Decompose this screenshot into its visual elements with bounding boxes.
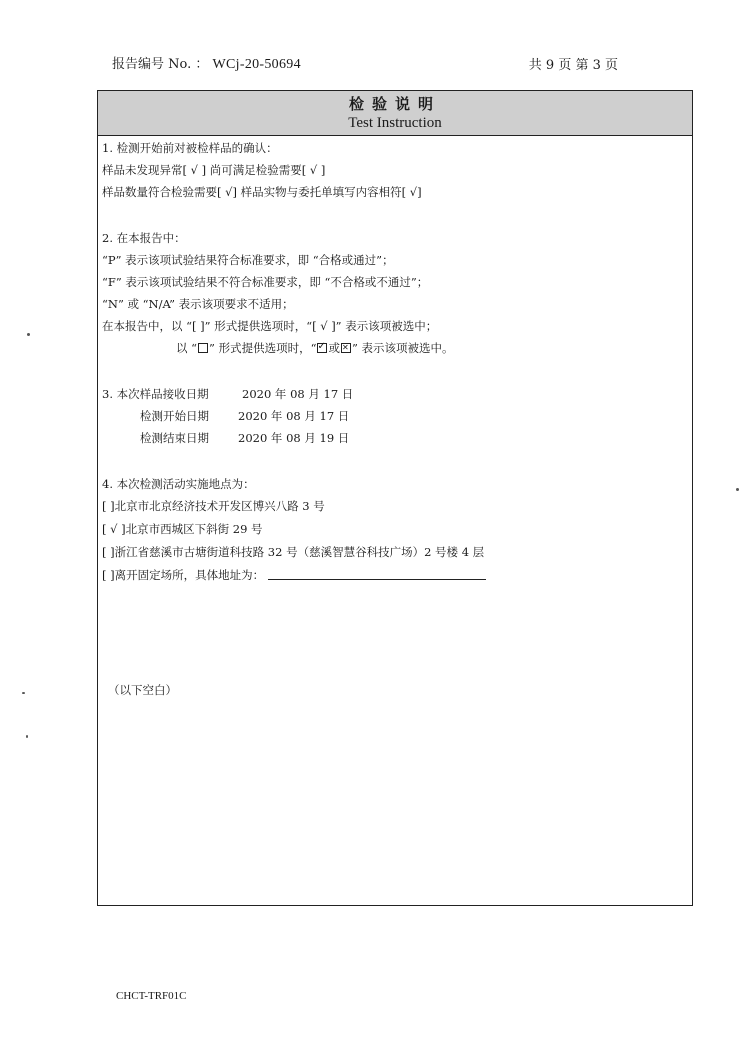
section4-heading: 4. 本次检测活动实施地点为：	[102, 477, 255, 491]
end-date-row	[140, 430, 349, 446]
section2-box-line	[176, 340, 454, 356]
end-date-value: 2020 年 08 月 19 日	[238, 431, 350, 445]
receive-date-value: 2020 年 08 月 17 日	[242, 387, 354, 401]
scan-speck	[26, 735, 28, 738]
location-option-4-label: [ ]离开固定场所，具体地址为：	[102, 568, 265, 582]
section2-f-line: “F” 表示该项试验结果不符合标准要求，即 “不合格或不通过”；	[102, 275, 429, 289]
section2-na-line: “N” 或 “N/A” 表示该项要求不适用；	[102, 297, 294, 311]
box-prefix: 以 “	[176, 341, 198, 355]
location-option-1: [ ]北京市北京经济技术开发区博兴八路 3 号	[102, 499, 325, 513]
scan-speck	[736, 488, 739, 491]
box-or: 或	[328, 341, 340, 355]
location-option-4	[102, 567, 486, 583]
start-date-label: 检测开始日期	[140, 409, 209, 423]
title-en: Test Instruction	[348, 115, 442, 131]
page-info: 共 9 页 第 3 页	[528, 57, 618, 73]
section2-bracket-line: 在本报告中，以 “[ ]” 形式提供选项时，“[ √ ]” 表示该项被选中；	[102, 319, 438, 333]
section1-line1: 样品未发现异常[ √ ] 尚可满足检验需要[ √ ]	[102, 163, 326, 177]
box-middle: ” 形式提供选项时，“	[209, 341, 317, 355]
end-date-label: 检测结束日期	[140, 431, 209, 445]
page-header	[112, 52, 618, 74]
receive-date-label: 3. 本次样品接收日期	[102, 387, 209, 401]
section1-line2: 样品数量符合检验需要[ √] 样品实物与委托单填写内容相符[ √]	[102, 185, 422, 199]
report-number-value: WCj-20-50694	[212, 57, 301, 72]
scan-speck	[27, 333, 30, 336]
receive-date-row	[102, 386, 353, 402]
frame-title	[98, 91, 692, 136]
section2-heading: 2. 在本报告中：	[102, 231, 186, 245]
location-option-3: [ ]浙江省慈溪市古塘街道科技路 32 号（慈溪智慧谷科技广场）2 号楼 4 层	[102, 545, 485, 559]
form-code: CHCT-TRF01C	[116, 990, 187, 1002]
report-number	[112, 53, 301, 73]
blank-note: （以下空白）	[108, 683, 177, 697]
empty-box-icon	[198, 343, 208, 353]
title-cn: 检验说明	[348, 95, 441, 113]
section2-p-line: “P” 表示该项试验结果符合标准要求，即 “合格或通过”；	[102, 253, 394, 267]
address-blank-line	[268, 567, 486, 580]
start-date-row	[140, 408, 349, 424]
scan-speck	[22, 692, 25, 694]
start-date-value: 2020 年 08 月 17 日	[238, 409, 350, 423]
report-number-label: 报告编号 No. ：	[112, 57, 209, 72]
box-suffix: ” 表示该项被选中。	[351, 341, 454, 355]
crossed-box-icon	[341, 343, 351, 353]
section1-heading: 1. 检测开始前对被检样品的确认：	[102, 141, 278, 155]
instruction-frame	[97, 90, 693, 906]
checked-box-icon	[317, 343, 327, 353]
location-option-2: [ √ ]北京市西城区下斜街 29 号	[102, 522, 263, 536]
